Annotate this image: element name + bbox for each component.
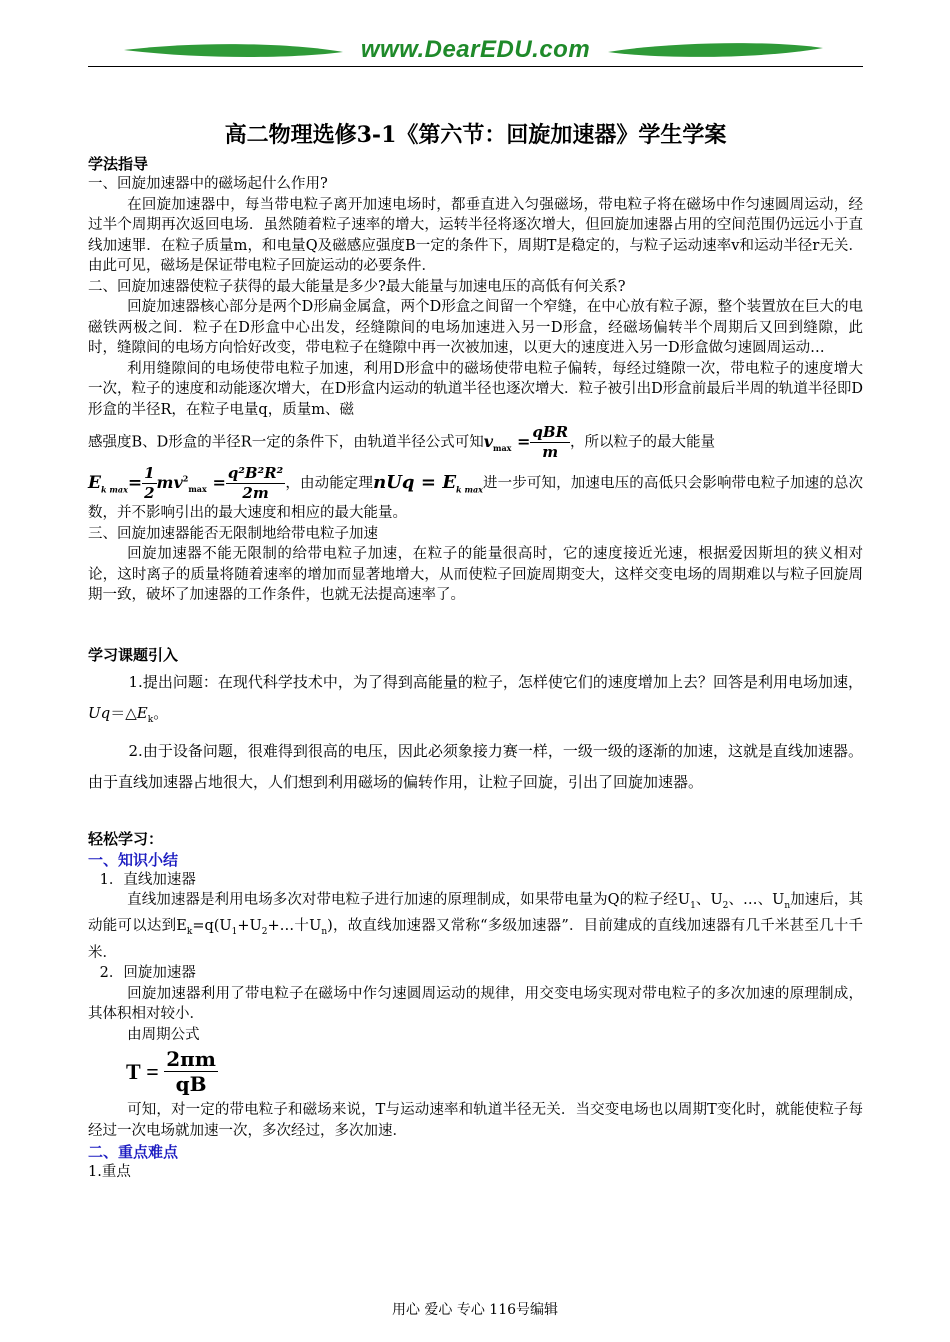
math-sub: k: [186, 927, 193, 938]
frac-num: qBR: [532, 423, 569, 441]
intro-paragraph-1: [88, 667, 863, 736]
guide-question-2: 二、回旋加速器使粒子获得的最大能量是多少?最大能量与加速电压的高低有何关系?: [88, 278, 626, 295]
math-v: v: [483, 431, 493, 451]
math-uq: Uq: [88, 703, 111, 722]
text-run: 、U: [695, 892, 723, 908]
period-formula-intro: 由周期公式: [127, 1026, 200, 1043]
text-run: +…十U: [267, 918, 322, 935]
math-sub: 2: [261, 927, 268, 938]
guide-question-1: 一、回旋加速器中的磁场起什么作用?: [88, 176, 328, 192]
spacer: [88, 798, 863, 828]
math-t: T: [126, 1058, 141, 1084]
text-run: 加速后，其动能可以达到E: [88, 892, 863, 935]
text-run: 进一步可知，加速电压的高低只会影响带电粒子加速的总次数，并不影响引出的最大速度和相应的最大能量。: [88, 475, 864, 521]
site-logo[interactable]: www.DearEDU.com: [360, 36, 591, 63]
page-footer: 用心 爱心 专心 116号编辑: [391, 1302, 559, 1318]
intro-paragraph-2: 2.由于设备问题，很难得到很高的电压，因此必须象接力赛一样，一级一级的逐渐的加速，这就是直线加速器。由于直线加速器占地很大，人们想到利用磁场的偏转作用，让粒子回旋，引出了回旋加速器。: [88, 741, 863, 791]
subsection-heading-key-points: 二、重点难点: [88, 1144, 179, 1162]
subsection-heading-summary: 一、知识小结: [88, 851, 179, 869]
math-nuq: nUq: [373, 471, 415, 493]
math-eq: =: [517, 431, 531, 451]
formula-period: [126, 1047, 863, 1096]
math-eq: ＝△: [110, 703, 137, 722]
math-mv: mv: [156, 472, 183, 492]
math-sub: n: [784, 900, 791, 911]
guide-paragraph-3: 利用缝隙间的电场使带电粒子加速，利用D形盒中的磁场使带电粒子偏转，每经过缝隙一次，带电粒子的速度增大一次，粒子的速度和动能逐次增大，在D形盒内运动的轨道半径也逐次增大．粒子被引出D形盒前最后半周的轨道半径即D形盒的半径R，在粒子电量q，质量m、磁: [88, 360, 863, 418]
math-sub: k max: [456, 484, 483, 495]
guide-paragraph-2: 回旋加速器核心部分是两个D形扁金属盒，两个D形盒之间留一个窄缝，在中心放有粒子源，整个装置放在巨大的电磁铁两极之间．粒子在D形盒中心出发，经缝隙间的电场加速进入另一D形盒，经磁场偏转半个周期后又回到缝隙，此时，缝隙间的电场方向恰好改变，带电粒子在缝隙中再一次被加速，以更大的速度进入另一D形盒做匀速圆周运动…: [88, 299, 863, 356]
section-heading-easy: 轻松学习：: [88, 830, 164, 848]
math-sub: max: [188, 483, 207, 494]
math-sub: 1: [231, 927, 238, 938]
math-ek: E: [136, 703, 148, 722]
math-sub: k: [147, 714, 154, 725]
math-e: E: [88, 472, 101, 493]
fraction-q2b2r2-2m: [226, 464, 285, 503]
frac-den: m: [542, 443, 559, 461]
item-linear-accelerator: 1．直线加速器: [99, 871, 196, 888]
section-heading-intro: 学习课题引入: [88, 646, 179, 664]
math-eq: =: [212, 472, 226, 492]
page-title: 高二物理选修3-1《第六节：回旋加速器》学生学案: [224, 122, 727, 148]
document-body: [88, 118, 863, 1183]
section-heading-guide: 学法指导: [88, 156, 149, 173]
item-cyclotron: 2．回旋加速器: [99, 965, 196, 982]
text-run: ，所以粒子的最大能量: [570, 434, 716, 451]
text-run: ，由动能定理: [285, 475, 374, 492]
math-eq: =: [127, 472, 143, 493]
text-run: 感强度B、D形盒的半径R一定的条件下，由轨道半径公式可知: [88, 434, 484, 451]
text-run: =q(U: [192, 918, 232, 935]
linear-accelerator-paragraph: [88, 890, 863, 963]
formula-work-energy: [373, 472, 483, 493]
frac-den: 2: [144, 484, 155, 502]
fraction-2pim-qb: [164, 1047, 218, 1096]
formula-mv2: [157, 473, 226, 492]
frac-num: 1: [144, 464, 155, 482]
fraction-half: [142, 464, 156, 503]
guide-paragraph-1: 在回旋加速器中，每当带电粒子离开加速电场时，都垂直进入匀强磁场，带电粒子将在磁场中作匀速圆周运动，经过半个周期再次返回电场．虽然随着粒子速率的增大，运转半径将逐次增大，但回旋加速器占用的空间范围仍远远小于直线加速罪．在粒子质量m，和电量Q及磁感应强度B一定的条件下，周期T是稳定的，与粒子运动速率v和运动半径r无关．由此可见，磁场是保证带电粒子回旋运动的必要条件．: [88, 196, 863, 274]
guide-paragraph-4: 回旋加速器不能无限制的给带电粒子加速，在粒子的能量很高时，它的速度接近光速，根据爱因斯坦的狭义相对论，这时离子的质量将随着速率的增加而显著地增大，从而使粒子回旋周期变大，这样交变电场的周期难以与粒子回旋周期一致，破坏了加速器的工作条件，也就无法提高速率了。: [88, 546, 863, 603]
math-sub: max: [493, 442, 512, 453]
guide-paragraph-3c: [88, 464, 863, 524]
text-run: 、…、U: [728, 892, 785, 908]
math-e: E: [442, 471, 457, 493]
math-sub: 1: [690, 900, 696, 911]
item-key-point: 1.重点: [88, 1164, 131, 1181]
text-run: )，故直线加速器又常称“多级加速器”．目前建成的直线加速器有几千米甚至几十千米．: [88, 918, 864, 961]
math-sub: n: [321, 927, 328, 938]
frac-num: q²B²R²: [227, 464, 284, 482]
formula-vmax: [484, 432, 531, 451]
frac-den: 2m: [242, 484, 269, 502]
math-sub: k max: [100, 483, 128, 494]
formula-ekmax: [88, 473, 142, 493]
period-paragraph: 可知，对一定的带电粒子和磁场来说，T与运动速率和轨道半径无关．当交变电场也以周期T变化时，就能使粒子每经过一次电场就加速一次，多次经过，多次加速．: [88, 1102, 863, 1139]
frac-den: qB: [175, 1072, 207, 1097]
header-rule: [88, 66, 863, 67]
math-sub: 2: [722, 900, 729, 911]
spacer: [88, 606, 863, 644]
math-eq: =: [146, 1058, 159, 1084]
text-run: 。: [153, 703, 169, 722]
cyclotron-paragraph: 回旋加速器利用了带电粒子在磁场中作匀速圆周运动的规律，用交变电场实现对带电粒子的多次加速的原理制成，其体积相对较小．: [88, 985, 863, 1023]
guide-question-3: 三、回旋加速器能否无限制地给带电粒子加速: [88, 525, 378, 542]
fraction-qbr-m: [530, 423, 570, 462]
text-run: 1.提出问题：在现代科学技术中，为了得到高能量的粒子，怎样使它们的速度增加上去？回答是利用电场加速，: [128, 672, 863, 691]
math-sup: 2: [182, 473, 189, 484]
text-run: +U: [237, 918, 262, 935]
guide-paragraph-3b: [88, 423, 863, 462]
frac-num: 2πm: [166, 1047, 216, 1072]
math-eq: =: [420, 471, 436, 493]
header-banner: [88, 36, 863, 70]
text-run: 直线加速器是利用电场多次对带电粒子进行加速的原理制成，如果带电量为Q的粒子经U: [127, 892, 691, 908]
